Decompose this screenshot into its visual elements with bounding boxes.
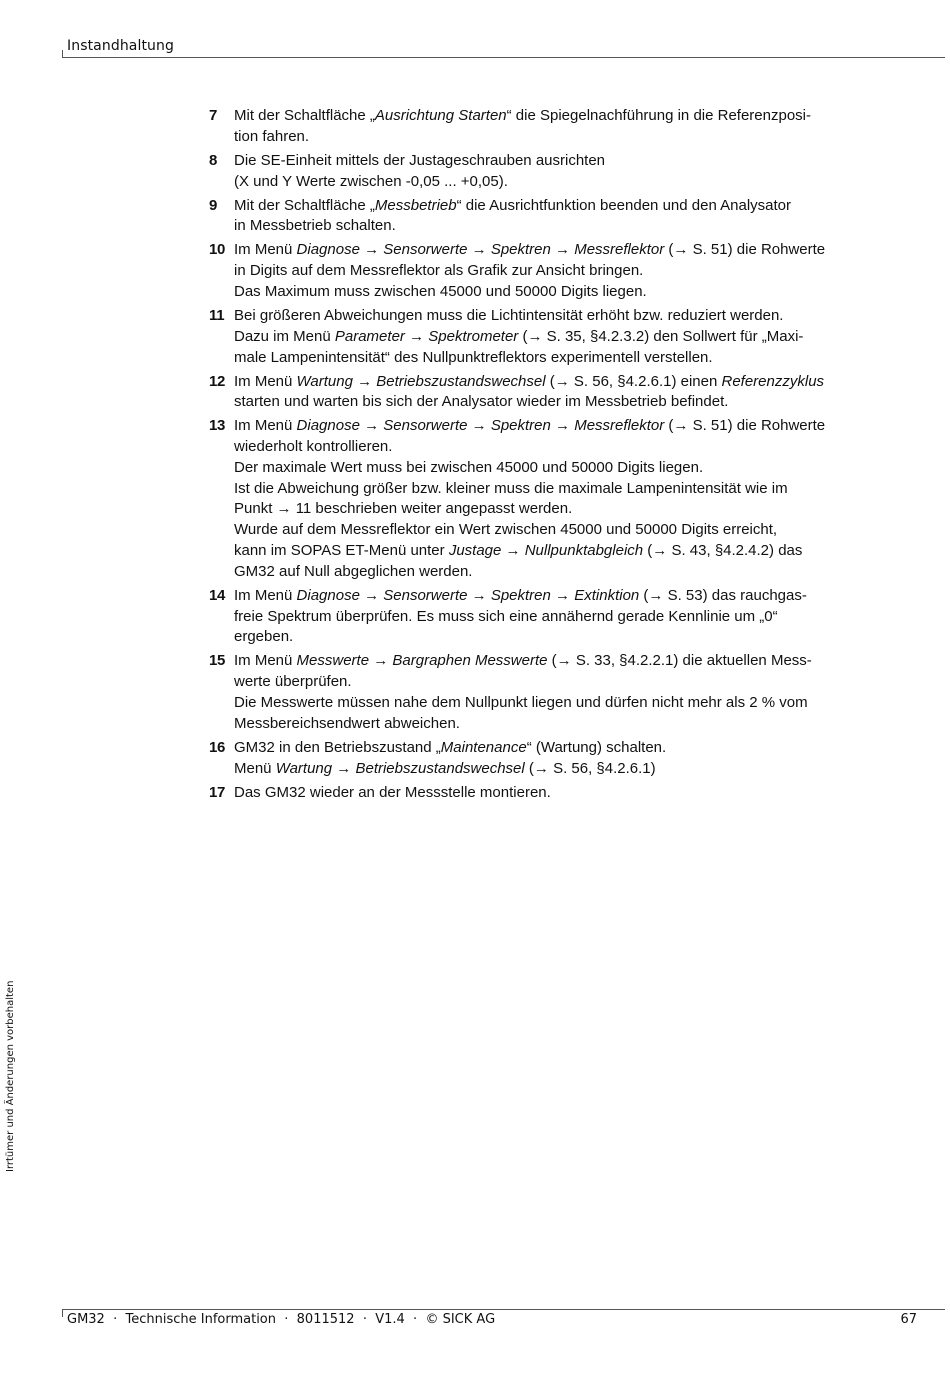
step-number: 7 <box>209 107 218 124</box>
disclaimer-side-note: Irrtümer und Änderungen vorbehalten <box>5 980 16 1172</box>
step-text-line: GM32 auf Null abgeglichen werden. <box>234 562 473 580</box>
step-text-line: Der maximale Wert muss bei zwischen 45000 und 50000 Digits liegen. <box>234 458 704 476</box>
procedure-step <box>209 106 879 148</box>
step-text-line: Menü Wartung → Betriebszustandswechsel (→ S. 56, §4.2.6.1) <box>234 759 656 777</box>
step-number: 9 <box>209 196 218 214</box>
footer-document-info: GM32 · Technische Information · 8011512 · V1.4 · © SICK AG <box>67 1312 496 1327</box>
step-text-line: Im Menü Diagnose → Sensorwerte → Spektren → Messreflektor (→ S. 51) die Rohwerte <box>234 417 826 435</box>
header-rule <box>62 57 945 58</box>
procedure-step <box>209 151 879 193</box>
procedure-step <box>209 651 879 734</box>
step-text-line: tion fahren. <box>234 127 310 145</box>
step-number: 10 <box>209 241 226 259</box>
step-number: 15 <box>209 652 226 670</box>
footer-rule <box>62 1309 945 1310</box>
procedure-step <box>209 783 879 804</box>
step-text-line: Messbereichsendwert abweichen. <box>234 714 460 732</box>
step-text-line: (X und Y Werte zwischen -0,05 ... +0,05). <box>234 172 508 190</box>
procedure-step <box>209 196 879 238</box>
step-number: 14 <box>209 586 226 604</box>
step-number: 16 <box>209 738 226 756</box>
step-text-line: Mit der Schaltfläche „Ausrichtung Starten“ die Spiegelnachführung in die Referenzposi- <box>234 107 811 124</box>
step-text-line: in Messbetrieb schalten. <box>234 217 396 235</box>
step-text-line: Bei größeren Abweichungen muss die Lichtintensität erhöht bzw. reduziert werden. <box>234 306 784 324</box>
step-number: 8 <box>209 151 218 169</box>
step-text-line: starten und warten bis sich der Analysator wieder im Messbetrieb befindet. <box>234 393 729 411</box>
step-text-line: Mit der Schaltfläche „Messbetrieb“ die Ausrichtfunktion beenden und den Analysator <box>234 196 791 214</box>
step-text-line: ergeben. <box>234 628 294 646</box>
footer-rule-tick <box>62 1309 63 1317</box>
header-rule-tick <box>62 50 63 58</box>
step-number: 17 <box>209 783 226 801</box>
step-text-line: in Digits auf dem Messreflektor als Grafik zur Ansicht bringen. <box>234 262 644 280</box>
step-text-line: Das Maximum muss zwischen 45000 und 50000 Digits liegen. <box>234 282 647 300</box>
page-number: 67 <box>900 1312 917 1327</box>
step-text-line: male Lampenintensität“ des Nullpunktreflektors experimentell verstellen. <box>234 348 713 366</box>
step-text-line: Dazu im Menü Parameter → Spektrometer (→ S. 35, §4.2.3.2) den Sollwert für „Maxi- <box>234 327 804 345</box>
step-number: 12 <box>209 372 226 390</box>
procedure-step <box>209 240 879 302</box>
step-text-line: freie Spektrum überprüfen. Es muss sich eine annähernd gerade Kennlinie um „0“ <box>234 607 778 625</box>
step-text-line: GM32 in den Betriebszustand „Maintenance“ (Wartung) schalten. <box>234 738 667 756</box>
procedure-step <box>209 416 879 582</box>
step-text-line: Wurde auf dem Messreflektor ein Wert zwischen 45000 und 50000 Digits erreicht, <box>234 521 778 539</box>
procedure-step <box>209 306 879 368</box>
procedure-step <box>209 372 879 414</box>
step-text-line: Im Menü Wartung → Betriebszustandswechsel (→ S. 56, §4.2.6.1) einen Referenzzyklus <box>234 372 825 390</box>
step-text-line: werte überprüfen. <box>234 673 352 691</box>
step-text-line: Punkt → 11 beschrieben weiter angepasst werden. <box>234 500 573 518</box>
step-text-line: Im Menü Diagnose → Sensorwerte → Spektren → Messreflektor (→ S. 51) die Rohwerte <box>234 241 826 259</box>
step-text-line: Die SE-Einheit mittels der Justageschrauben ausrichten <box>234 151 606 169</box>
step-text-line: wiederholt kontrollieren. <box>234 438 393 456</box>
step-text-line: Die Messwerte müssen nahe dem Nullpunkt liegen und dürfen nicht mehr als 2 % vom <box>234 694 808 712</box>
step-text-line: Im Menü Messwerte → Bargraphen Messwerte (→ S. 33, §4.2.2.1) die aktuellen Mess- <box>234 652 812 670</box>
step-text-line: kann im SOPAS ET-Menü unter Justage → Nullpunktabgleich (→ S. 43, §4.2.4.2) das <box>234 542 803 560</box>
step-text-line: Ist die Abweichung größer bzw. kleiner muss die maximale Lampenintensität wie im <box>234 479 788 497</box>
step-number: 13 <box>209 417 226 435</box>
procedure-step <box>209 738 879 780</box>
procedure-steps-list <box>209 106 879 807</box>
step-number: 11 <box>209 306 225 324</box>
procedure-step <box>209 586 879 648</box>
step-text-line: Das GM32 wieder an der Messstelle montieren. <box>234 783 551 801</box>
page-header-title: Instandhaltung <box>67 38 174 54</box>
step-text-line: Im Menü Diagnose → Sensorwerte → Spektren → Extinktion (→ S. 53) das rauchgas- <box>234 586 807 604</box>
